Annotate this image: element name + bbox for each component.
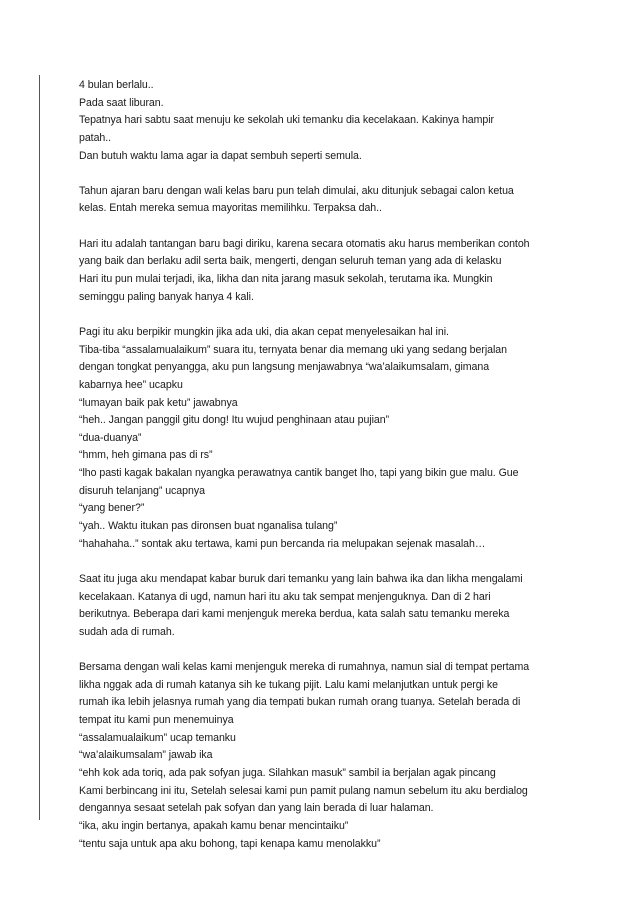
text-line: yang baik dan berlaku adil serta baik, mengerti, dengan seluruh teman yang ada di kelasku	[79, 255, 502, 268]
text-line: kelas. Entah mereka semua mayoritas memilihku. Terpaksa dah..	[79, 202, 382, 215]
text-line: “lho pasti kagak bakalan nyangka perawatnya cantik banget lho, tapi yang bikin gue malu. Gue	[79, 467, 519, 480]
text-line: “wa’alaikumsalam” jawab ika	[79, 749, 213, 762]
text-line: “ika, aku ingin bertanya, apakah kamu benar mencintaiku”	[79, 819, 349, 832]
text-line: seminggu paling banyak hanya 4 kali.	[79, 290, 254, 303]
paragraph	[79, 236, 579, 307]
paragraph-gap	[79, 306, 579, 324]
paragraph	[79, 183, 579, 218]
text-line: “dua-duanya”	[79, 431, 142, 444]
text-line: berikutnya. Beberapa dari kami menjenguk mereka berdua, kata salah satu temanku mereka	[79, 608, 510, 621]
text-line: Saat itu juga aku mendapat kabar buruk dari temanku yang lain bahwa ika dan likha mengalami	[79, 572, 523, 585]
text-line: disuruh telanjang” ucapnya	[79, 484, 205, 497]
text-line: 4 bulan berlalu..	[79, 79, 154, 91]
text-line: Hari itu adalah tantangan baru bagi diriku, karena secara otomatis aku harus memberikan contoh	[79, 237, 530, 250]
text-line: kecelakaan. Katanya di ugd, namun hari itu aku tak sempat menjenguknya. Dan di 2 hari	[79, 590, 491, 603]
paragraph	[79, 324, 579, 553]
paragraph-gap	[79, 165, 579, 183]
text-line: “ehh kok ada toriq, ada pak sofyan juga. Silahkan masuk” sambil ia berjalan agak pincang	[79, 766, 496, 779]
text-line: dengannya sesaat setelah pak sofyan dan yang lain berada di luar halaman.	[79, 802, 434, 815]
paragraph-gap	[79, 642, 579, 660]
text-line: “assalamualaikum” ucap temanku	[79, 731, 236, 744]
text-line: “yang bener?”	[79, 502, 145, 515]
paragraph	[79, 571, 579, 642]
text-line: Pagi itu aku berpikir mungkin jika ada uki, dia akan cepat menyelesaikan hal ini.	[79, 325, 449, 338]
paragraph-gap	[79, 553, 579, 571]
text-line: “yah.. Waktu itukan pas dironsen buat nganalisa tulang”	[79, 520, 338, 533]
text-line: “heh.. Jangan panggil gitu dong! Itu wujud penghinaan atau pujian”	[79, 414, 390, 427]
text-line: Bersama dengan wali kelas kami menjenguk mereka di rumahnya, namun sial di tempat pertama	[79, 661, 530, 674]
text-line: rumah ika lebih jelasnya rumah yang dia tempati bukan rumah orang tuanya. Setelah berada di	[79, 696, 521, 709]
document-body	[79, 77, 579, 853]
text-line: dengan tongkat penyangga, aku pun langsung menjawabnya “wa’alaikumsalam, gimana	[79, 361, 490, 374]
text-line: “hahahaha..” sontak aku tertawa, kami pun bercanda ria melupakan sejenak masalah…	[79, 537, 486, 550]
paragraph	[79, 659, 579, 853]
text-line: Tiba-tiba “assalamualaikum” suara itu, ternyata benar dia memang uki yang sedang berjalan	[79, 343, 507, 356]
text-line: “lumayan baik pak ketu” jawabnya	[79, 396, 238, 409]
text-line: Tepatnya hari sabtu saat menuju ke sekolah uki temanku dia kecelakaan. Kakinya hampir	[79, 114, 495, 127]
text-line: tempat itu kami pun menemuinya	[79, 714, 234, 727]
text-line: “tentu saja untuk apa aku bohong, tapi kenapa kamu menolakku”	[79, 837, 381, 850]
text-line: likha nggak ada di rumah katanya sih ke tukang pijit. Lalu kami melanjutkan untuk pergi ke	[79, 678, 498, 691]
text-line: Pada saat liburan.	[79, 96, 164, 109]
text-line: Dan butuh waktu lama agar ia dapat sembuh seperti semula.	[79, 149, 362, 162]
paragraph	[79, 77, 579, 165]
text-line: patah..	[79, 131, 112, 144]
margin-rule	[39, 75, 40, 820]
text-line: Tahun ajaran baru dengan wali kelas baru pun telah dimulai, aku ditunjuk sebagai calon ketua	[79, 184, 514, 197]
text-line: “hmm, heh gimana pas di rs”	[79, 449, 213, 462]
text-line: kabarnya hee” ucapku	[79, 378, 183, 391]
text-line: Hari itu pun mulai terjadi, ika, likha dan nita jarang masuk sekolah, terutama ika. Mungkin	[79, 273, 493, 286]
paragraph-gap	[79, 218, 579, 236]
text-line: sudah ada di rumah.	[79, 625, 175, 638]
text-line: Kami berbincang ini itu, Setelah selesai kami pun pamit pulang namun sebelum itu aku berdialog	[79, 784, 528, 797]
